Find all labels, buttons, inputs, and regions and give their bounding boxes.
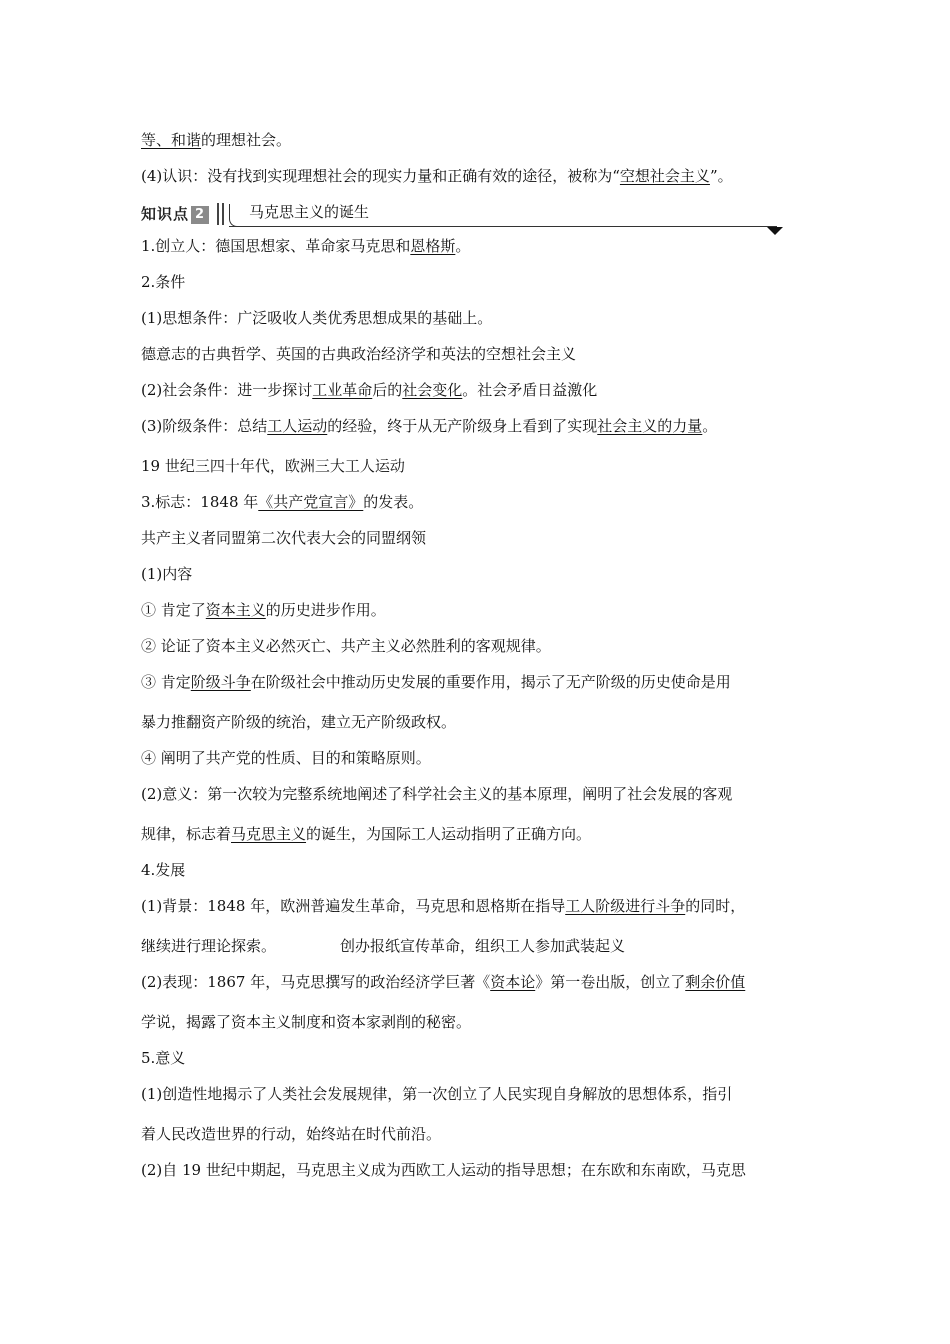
knowledge-point-label: 知识点	[141, 205, 190, 223]
text-line: 着人民改造世界的行动，始终站在时代前沿。	[141, 1125, 442, 1143]
underlined-term: 社会变化	[402, 381, 463, 399]
knowledge-point-header	[141, 200, 641, 232]
annotation-span: 创办报纸宣传革命，组织工人参加武装起义	[340, 937, 626, 955]
underlined-term: 工人运动	[267, 417, 328, 435]
text-line: 学说，揭露了资本主义制度和资本家剥削的秘密。	[141, 1013, 472, 1031]
underlined-term: 空想社会主义	[619, 167, 710, 185]
text-line: 暴力推翻资产阶级的统治，建立无产阶级政权。	[141, 713, 457, 731]
text-span: 在阶级社会中推动历史发展的重要作用，揭示了无产阶级的历史使命是用	[250, 673, 731, 691]
text-span: 。社会矛盾日益激化	[462, 381, 598, 399]
text-line	[141, 166, 733, 186]
text-span: 后的	[372, 381, 403, 399]
text-line: (1)内容	[141, 565, 193, 583]
text-span: 》第一卷出版，创立了	[535, 973, 686, 991]
text-span: 的同时，	[685, 897, 746, 915]
text-span: (2)表现：1867 年，马克思撰写的政治经济学巨著《	[141, 973, 491, 991]
text-line	[141, 236, 470, 256]
text-line	[141, 896, 745, 916]
annotation-line: 德意志的古典哲学、英国的古典政治经济学和英法的空想社会主义	[141, 345, 577, 363]
triangle-marker-icon	[767, 227, 783, 235]
underlined-term: 剩余价值	[685, 973, 746, 991]
text-line	[141, 416, 717, 436]
text-span: 。	[702, 417, 718, 435]
section-heading: 5.意义	[141, 1049, 186, 1067]
section-heading: 4.发展	[141, 861, 186, 879]
text-span: ① 肯定了	[141, 601, 206, 619]
text-span: 的理想社会。	[201, 131, 292, 149]
annotation-line: 19 世纪三四十年代，欧洲三大工人运动	[141, 457, 405, 475]
text-line: (2)自 19 世纪中期起，马克思主义成为西欧工人运动的指导思想；在东欧和东南欧，马克思	[141, 1161, 746, 1179]
underlined-term: 社会主义的力量	[597, 417, 703, 435]
underlined-term: 等、和谐	[141, 131, 202, 149]
text-line	[141, 824, 591, 844]
knowledge-point-title: 马克思主义的诞生	[249, 203, 370, 221]
text-line	[141, 936, 625, 956]
underlined-term: 阶级斗争	[190, 673, 251, 691]
text-span: 的历史进步作用。	[265, 601, 386, 619]
text-span: ③ 肯定	[141, 673, 191, 691]
text-span: 1.创立人：德国思想家、革命家马克思和	[141, 237, 411, 255]
underlined-term: 恩格斯	[410, 237, 456, 255]
underlined-term: 《共产党宣言》	[258, 493, 364, 511]
text-line	[141, 672, 731, 692]
knowledge-point-badge	[141, 204, 209, 224]
text-line: (1)创造性地揭示了人类社会发展规律，第一次创立了人民实现自身解放的思想体系，指引	[141, 1085, 733, 1103]
text-line: (2)意义：第一次较为完整系统地阐述了科学社会主义的基本原理，阐明了社会发展的客观	[141, 785, 733, 803]
text-span: (4)认识：没有找到实现理想社会的现实力量和正确有效的途径，被称为“	[141, 167, 620, 185]
text-line	[141, 130, 291, 150]
text-span: (2)社会条件：进一步探讨	[141, 381, 313, 399]
separator-bars-icon	[217, 203, 227, 225]
text-span: (3)阶级条件：总结	[141, 417, 268, 435]
text-span: ”。	[709, 167, 733, 185]
underlined-term: 资本论	[490, 973, 536, 991]
underlined-term: 工业革命	[312, 381, 373, 399]
text-span: 规律，标志着	[141, 825, 232, 843]
header-rule	[229, 226, 777, 227]
knowledge-point-number: 2	[191, 206, 209, 224]
text-line	[141, 380, 597, 400]
underlined-term: 资本主义	[205, 601, 266, 619]
text-span: 。	[455, 237, 471, 255]
section-heading: 2.条件	[141, 273, 186, 291]
text-span: (1)背景：1848 年，欧洲普遍发生革命，马克思和恩格斯在指导	[141, 897, 566, 915]
text-line: ② 论证了资本主义必然灭亡、共产主义必然胜利的客观规律。	[141, 637, 551, 655]
underlined-term: 工人阶级进行斗争	[565, 897, 686, 915]
text-line	[141, 600, 386, 620]
text-line: (1)思想条件：广泛吸收人类优秀思想成果的基础上。	[141, 309, 493, 327]
text-span: 的经验，终于从无产阶级身上看到了实现	[327, 417, 598, 435]
text-line	[141, 492, 423, 512]
annotation-line: 共产主义者同盟第二次代表大会的同盟纲领	[141, 529, 427, 547]
header-bracket	[229, 204, 240, 227]
text-span: 3.标志：1848 年	[141, 493, 259, 511]
text-span: 继续进行理论探索。	[141, 937, 277, 955]
underlined-term: 马克思主义	[231, 825, 307, 843]
text-span: 的诞生，为国际工人运动指明了正确方向。	[306, 825, 592, 843]
text-span: 的发表。	[363, 493, 424, 511]
text-line	[141, 972, 745, 992]
text-line: ④ 阐明了共产党的性质、目的和策略原则。	[141, 749, 431, 767]
